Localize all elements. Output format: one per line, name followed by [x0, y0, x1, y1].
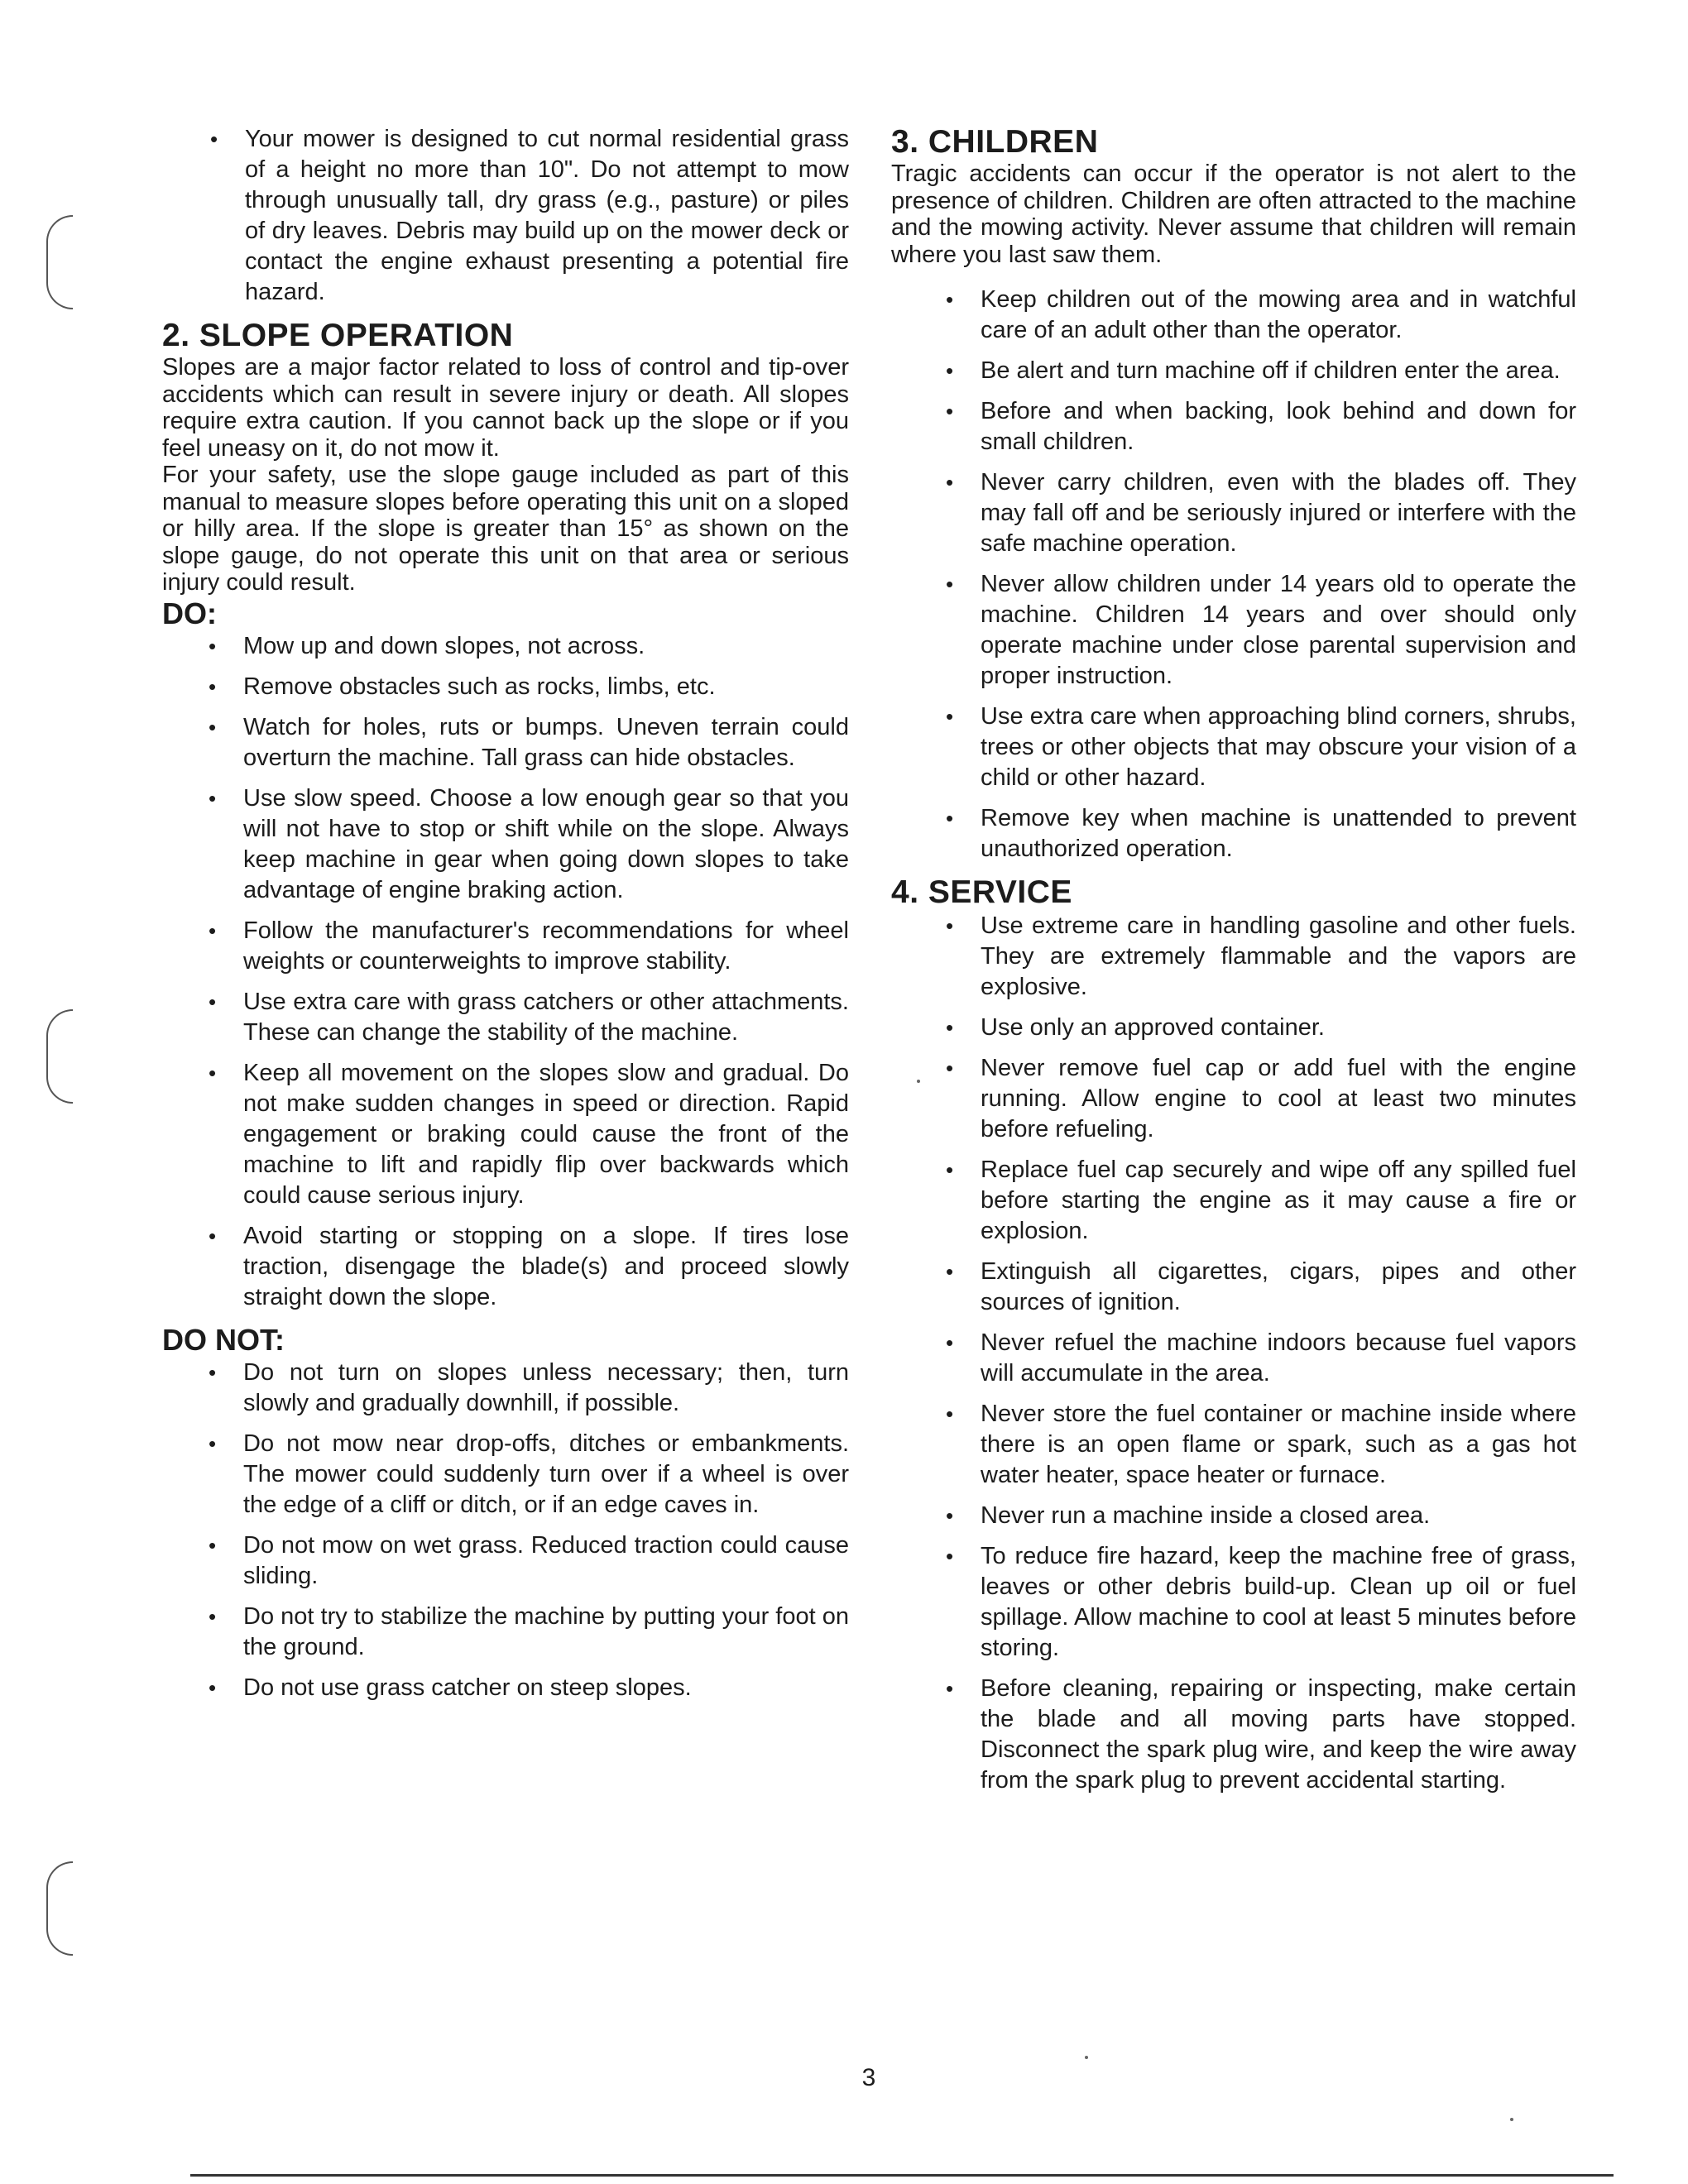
slope-paragraph-1: Slopes are a major factor related to loss of control and tip-over accidents which can result in severe injury or death. All slopes require extra caution. If you cannot back up the slope or if you feel uneasy on it, do not mow it.: [162, 354, 849, 462]
binder-hole-mark: [46, 1009, 73, 1104]
binder-hole-mark: [46, 215, 73, 309]
left-column: [162, 124, 849, 1713]
list-item: • Never allow children under 14 years old to operate the machine. Children 14 years and over should only operate machine under close parental supervision and proper instruction.: [941, 569, 1576, 692]
service-heading: 4. SERVICE: [891, 874, 1072, 910]
list-item: • Use extra care when approaching blind corners, shrubs, trees or other objects that may obscure your vision of a child or other hazard.: [941, 702, 1576, 793]
list-item: • Keep all movement on the slopes slow and gradual. Do not make sudden changes in speed or direction. Rapid engagement or braking could cause the front of the machine to lift and rapidly flip over backwards which could cause serious injury.: [204, 1058, 849, 1211]
service-bullet-list: [941, 911, 1576, 1796]
list-item: • Never run a machine inside a closed area.: [941, 1501, 1576, 1531]
list-item: • Use extreme care in handling gasoline and other fuels. They are extremely flammable and the vapors are explosive.: [941, 911, 1576, 1003]
slope-operation-heading: 2. SLOPE OPERATION: [162, 318, 514, 353]
list-item: • To reduce fire hazard, keep the machine free of grass, leaves or other debris build-up. Clean up oil or fuel spillage. Allow machine to cool at least 5 minutes before storing.: [941, 1541, 1576, 1664]
list-item: • Do not try to stabilize the machine by putting your foot on the ground.: [204, 1602, 849, 1663]
list-item: • Before and when backing, look behind and down for small children.: [941, 396, 1576, 457]
list-item: • Use slow speed. Choose a low enough gear so that you will not have to stop or shift while on the slope. Always keep machine in gear when going down slopes to take advantage of engine braking action.: [204, 783, 849, 906]
do-heading: DO:: [162, 596, 217, 630]
right-column: [891, 124, 1576, 1806]
list-item: • Extinguish all cigarettes, cigars, pipes and other sources of ignition.: [941, 1257, 1576, 1318]
list-item: • Avoid starting or stopping on a slope. If tires lose traction, disengage the blade(s) and proceed slowly straight down the slope.: [204, 1221, 849, 1313]
list-item: • Use extra care with grass catchers or other attachments. These can change the stability of the machine.: [204, 987, 849, 1048]
page-number: 3: [861, 2064, 876, 2091]
binder-hole-mark: [46, 1861, 73, 1956]
scan-speck: [1510, 2118, 1513, 2121]
do-bullet-list: [204, 631, 849, 1313]
intro-bullet-list: [205, 124, 849, 308]
do-not-bullet-list: [204, 1358, 849, 1703]
list-item: • Mow up and down slopes, not across.: [204, 631, 849, 662]
slope-paragraph-2: For your safety, use the slope gauge included as part of this manual to measure slopes before operating this unit on a sloped or hilly area. If the slope is greater than 15° as shown on the slope gauge, do not operate this unit on that area or serious injury could result.: [162, 462, 849, 596]
scan-speck: [1085, 2056, 1088, 2059]
list-item: • Your mower is designed to cut normal residential grass of a height no more than 10". Do not attempt to mow through unusually tall, dry grass (e.g., pasture) or piles of dry leaves. Debris may build up on the mower deck or contact the engine exhaust presenting a potential fire hazard.: [205, 124, 849, 308]
list-item: • Be alert and turn machine off if children enter the area.: [941, 356, 1576, 386]
list-item: • Keep children out of the mowing area and in watchful care of an adult other than the operator.: [941, 285, 1576, 346]
list-item: • Replace fuel cap securely and wipe off any spilled fuel before starting the engine as it may cause a fire or explosion.: [941, 1155, 1576, 1247]
list-item: • Remove key when machine is unattended to prevent unauthorized operation.: [941, 803, 1576, 864]
list-item: • Never refuel the machine indoors because fuel vapors will accumulate in the area.: [941, 1328, 1576, 1389]
scan-bottom-edge: [190, 2174, 1614, 2177]
scan-speck: [917, 1080, 920, 1083]
list-item: • Do not mow on wet grass. Reduced traction could cause sliding.: [204, 1530, 849, 1592]
children-paragraph: Tragic accidents can occur if the operator is not alert to the presence of children. Children are often attracted to the machine and the mowing activity. Never assume that children will remain where you last saw them.: [891, 160, 1576, 268]
list-item: • Do not use grass catcher on steep slopes.: [204, 1673, 849, 1703]
list-item: • Before cleaning, repairing or inspecting, make certain the blade and all moving parts have stopped. Disconnect the spark plug wire, and keep the wire away from the spark plug to prevent accidental starting.: [941, 1674, 1576, 1796]
list-item: • Watch for holes, ruts or bumps. Uneven terrain could overturn the machine. Tall grass can hide obstacles.: [204, 712, 849, 774]
list-item: • Never carry children, even with the blades off. They may fall off and be seriously injured or interfere with the safe machine operation.: [941, 467, 1576, 559]
list-item: • Never remove fuel cap or add fuel with the engine running. Allow engine to cool at least two minutes before refueling.: [941, 1053, 1576, 1145]
list-item: • Follow the manufacturer's recommendations for wheel weights or counterweights to improve stability.: [204, 916, 849, 977]
children-heading: 3. CHILDREN: [891, 124, 1099, 160]
do-not-heading: DO NOT:: [162, 1322, 285, 1357]
list-item: • Use only an approved container.: [941, 1013, 1576, 1043]
list-item: • Do not turn on slopes unless necessary; then, turn slowly and gradually downhill, if possible.: [204, 1358, 849, 1419]
list-item: • Never store the fuel container or machine inside where there is an open flame or spark, such as a gas hot water heater, space heater or furnace.: [941, 1399, 1576, 1491]
children-bullet-list: [941, 285, 1576, 864]
list-item: • Remove obstacles such as rocks, limbs, etc.: [204, 672, 849, 702]
list-item: • Do not mow near drop-offs, ditches or embankments. The mower could suddenly turn over if a wheel is over the edge of a cliff or ditch, or if an edge caves in.: [204, 1429, 849, 1521]
